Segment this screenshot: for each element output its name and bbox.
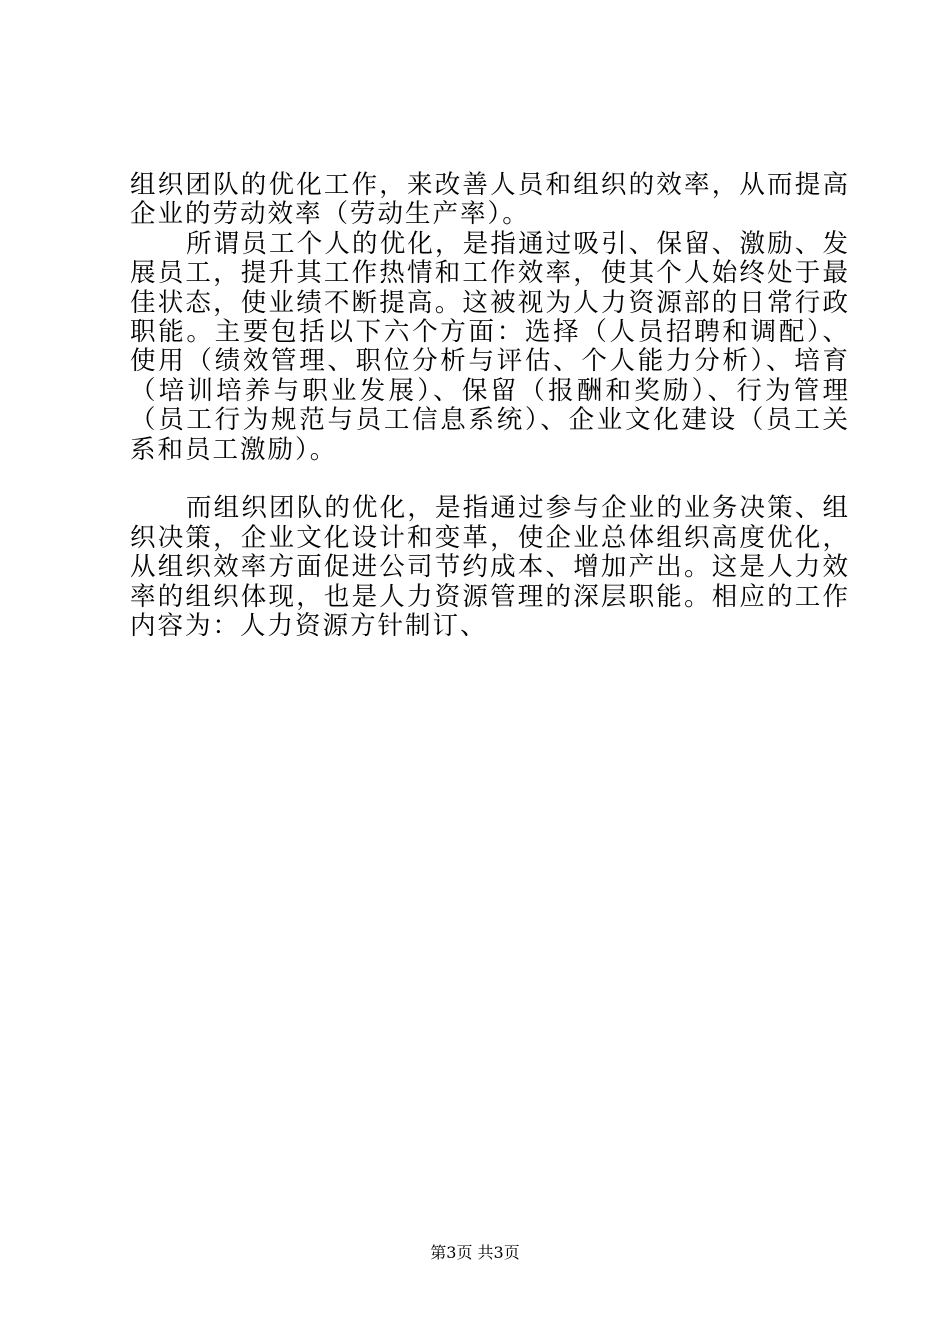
paragraph-continuation: 组织团队的优化工作，来改善人员和组织的效率，从而提高企业的劳动效率（劳动生产率）。 [130,170,850,230]
page-footer: 第3页 共3页 [430,1243,520,1262]
paragraph-employee-optimization: 所谓员工个人的优化，是指通过吸引、保留、激励、发展员工，提升其工作热情和工作效率，使其个人始终处于最佳状态，使业绩不断提高。这被视为人力资源部的日常行政职能。主要包括以下六个方面：选择（人员招聘和调配）、使用（绩效管理、职位分析与评估、个人能力分析）、培育（培训培养与职业发展）、保留（报酬和奖励）、行为管理（员工行为规范与员工信息系统）、企业文化建设（员工关系和员工激励）。 [130,228,850,465]
paragraph-team-optimization: 而组织团队的优化，是指通过参与企业的业务决策、组织决策，企业文化设计和变革，使企业总体组织高度优化，从组织效率方面促进公司节约成本、增加产出。这是人力效率的组织体现，也是人力资源管理的深层职能。相应的工作内容为：人力资源方针制订、 [130,493,850,642]
document-body [130,171,850,641]
